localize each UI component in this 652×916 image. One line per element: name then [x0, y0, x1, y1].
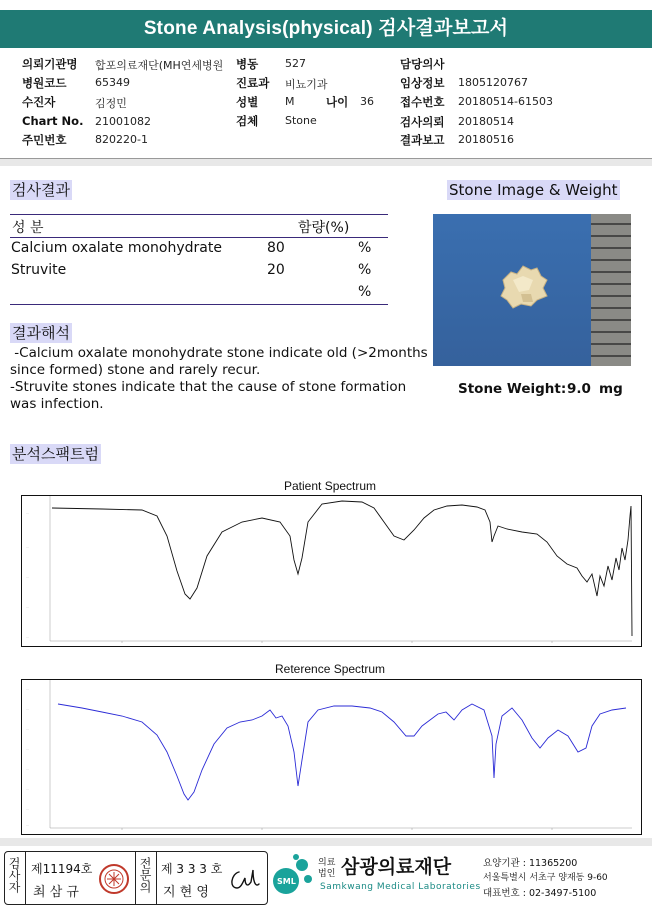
specimen-value: Stone	[285, 114, 317, 127]
org-prefix-bottom: 법인	[318, 869, 336, 879]
sex-value: M	[285, 95, 295, 108]
signature-box	[4, 851, 268, 905]
svg-text:...: ...	[26, 787, 29, 791]
svg-text:...: ...	[26, 605, 29, 609]
hospital-code-value: 65349	[95, 76, 130, 89]
component-unit: %	[358, 240, 372, 256]
svg-text:...: ...	[26, 727, 29, 731]
reference-spectrum-title: Reterence Spectrum	[275, 662, 386, 676]
dept-label: 진료과	[236, 76, 270, 90]
sex-label: 성별	[236, 95, 259, 109]
receipt-label: 접수번호	[400, 95, 445, 109]
stone-image-section-title: Stone Image & Weight	[449, 181, 618, 199]
report-date-value: 20180516	[458, 133, 514, 146]
doctor-label: 담당의사	[400, 57, 445, 71]
svg-text:...: ...	[26, 747, 29, 751]
rrn-label: 주민번호	[22, 133, 67, 147]
stone-photo-graphic	[433, 214, 631, 366]
ward-value: 527	[285, 57, 306, 70]
interpretation-section-title: 결과해석	[12, 324, 70, 342]
interpretation-line: was infection.	[10, 396, 104, 412]
examiner-license-no: 제11194호	[31, 862, 93, 876]
svg-text:...: ...	[26, 575, 29, 579]
svg-text:...: ...	[26, 707, 29, 711]
component-column-header: 성 분	[12, 220, 44, 236]
clinical-value: 1805120767	[458, 76, 528, 89]
results-table-top-rule	[10, 214, 388, 215]
seal-stamp-icon	[97, 862, 131, 896]
report-title: Stone Analysis(physical) 검사결과보고서	[0, 10, 652, 48]
org-phone: 대표번호 : 02-3497-5100	[483, 888, 597, 899]
svg-text:...: ...	[26, 807, 29, 811]
reference-spectrum-graphic	[22, 680, 641, 834]
examiner-name: 최 삼 규	[33, 885, 79, 900]
signature-icon	[225, 864, 265, 894]
hospital-code-label: 병원코드	[22, 76, 67, 90]
institution-value: 합포의료재단(MH연세병원	[95, 59, 224, 72]
age-value: 36	[360, 95, 374, 108]
age-label: 나이	[326, 95, 349, 109]
receipt-value: 20180514-61503	[458, 95, 553, 108]
org-prefix-top: 의료	[318, 858, 336, 868]
logo-text: SML	[277, 877, 296, 886]
interpretation-text	[10, 345, 430, 413]
results-table-header-rule	[10, 237, 388, 238]
patient-spectrum-graphic	[22, 496, 641, 646]
rrn-value: 820220-1	[95, 133, 148, 146]
component-name: Calcium oxalate monohydrate	[11, 240, 222, 256]
interpretation-line: -Calcium oxalate monohydrate stone indicate old (>2months	[10, 345, 428, 361]
care-code: 요양기관 : 11365200	[483, 858, 578, 869]
dept-value: 비뇨기과	[285, 78, 328, 91]
specialist-license-no: 제 3 3 3 호	[161, 862, 223, 876]
footer-divider	[0, 838, 652, 846]
component-value: 80	[267, 240, 285, 256]
specialist-label: 전문의	[138, 857, 152, 893]
svg-text:...: ...	[26, 767, 29, 771]
svg-text:...: ...	[26, 687, 29, 691]
svg-text:...: ...	[26, 511, 29, 515]
results-section-title: 검사결과	[12, 181, 70, 199]
clinical-label: 임상정보	[400, 76, 445, 90]
report-date-label: 결과보고	[400, 133, 445, 147]
patient-spectrum-chart	[21, 495, 642, 647]
component-unit: %	[358, 262, 372, 278]
interpretation-line: since formed) stone and rarely recur.	[10, 362, 261, 378]
ward-label: 병동	[236, 57, 259, 71]
request-value: 20180514	[458, 115, 514, 128]
stone-weight-value: 9.0	[567, 381, 591, 397]
request-label: 검사의뢰	[400, 115, 445, 129]
svg-text:...: ...	[26, 823, 29, 827]
patient-spectrum-title: Patient Spectrum	[284, 479, 377, 493]
patient-value: 김정민	[95, 97, 127, 110]
stone-photo	[433, 214, 631, 366]
examiner-divider	[25, 852, 26, 904]
spectrum-section-title: 분석스팩트럼	[12, 445, 99, 463]
patient-info	[0, 52, 652, 156]
svg-text:...: ...	[26, 545, 29, 549]
chart-no-label: Chart No.	[22, 114, 84, 128]
component-value: 20	[267, 262, 285, 278]
examiner-label: 검사자	[7, 857, 21, 893]
institution-label: 의뢰기관명	[22, 57, 78, 71]
specimen-label: 검체	[236, 114, 259, 128]
chart-no-value: 21001082	[95, 115, 151, 128]
patient-label: 수진자	[22, 95, 56, 109]
org-name: 삼광의료재단	[341, 856, 452, 878]
results-table-bottom-rule	[10, 304, 388, 305]
org-address: 서울특별시 서초구 양재동 9-60	[483, 873, 608, 883]
divider-shadow	[0, 159, 652, 166]
component-name: Struvite	[11, 262, 67, 278]
org-name-english: Samkwang Medical Laboratories	[320, 882, 481, 892]
interpretation-line: -Struvite stones indicate that the cause of stone formation	[10, 379, 407, 395]
svg-text:...: ...	[26, 635, 29, 639]
specialist-name: 지 현 영	[163, 885, 209, 900]
specialist-divider-right	[156, 852, 157, 904]
specialist-divider-left	[135, 852, 136, 904]
stone-weight-unit: mg	[599, 381, 623, 397]
content-column-header: 함량(%)	[298, 220, 350, 236]
component-unit: %	[358, 284, 372, 300]
stone-weight-label: Stone Weight:	[458, 381, 567, 397]
reference-spectrum-chart	[21, 679, 642, 835]
